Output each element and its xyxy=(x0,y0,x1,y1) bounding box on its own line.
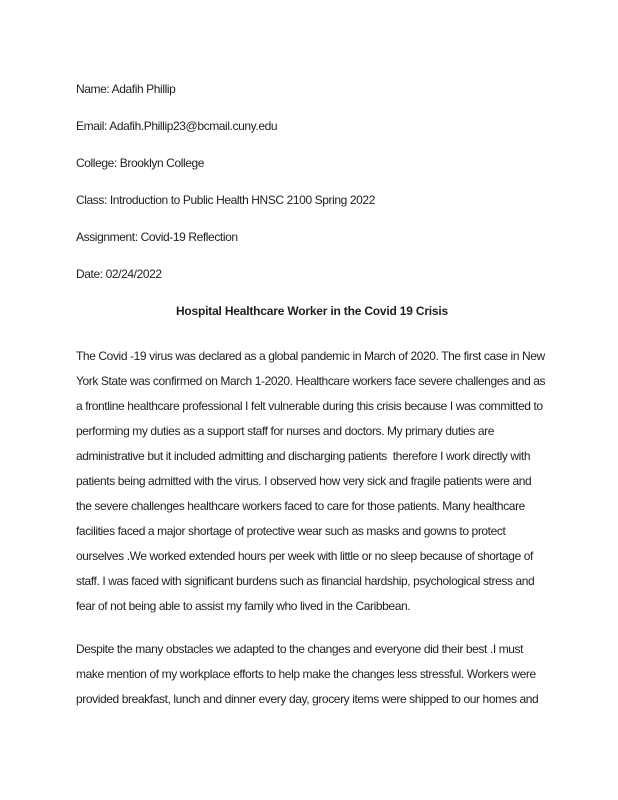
document-content xyxy=(76,77,548,712)
doc-class-line: Class: Introduction to Public Health HNSC 2100 Spring 2022 xyxy=(76,193,375,207)
paragraph-line: administrative but it included admitting and discharging patients therefore I work directly with xyxy=(76,449,531,463)
doc-date-line: Date: 02/24/2022 xyxy=(76,267,162,281)
paragraph-line: make mention of my workplace efforts to help make the changes less stressful. Workers were xyxy=(76,667,536,681)
paragraph-line: the severe challenges healthcare workers faced to care for those patients. Many healthcare xyxy=(76,499,525,513)
paragraph-line: Despite the many obstacles we adapted to the changes and everyone did their best .I must xyxy=(76,642,524,656)
paragraph-line: York State was confirmed on March 1-2020. Healthcare workers face severe challenges and as xyxy=(76,374,546,388)
doc-assignment-line: Assignment: Covid-19 Reflection xyxy=(76,230,238,244)
paragraph-line: a frontline healthcare professional I felt vulnerable during this crisis because I was committed to xyxy=(76,399,543,413)
paragraph-1 xyxy=(76,344,548,619)
paragraph-line: ourselves .We worked extended hours per week with little or no sleep because of shortage of xyxy=(76,549,533,563)
paragraph-line: performing my duties as a support staff for nurses and doctors. My primary duties are xyxy=(76,424,494,438)
document-title: Hospital Healthcare Worker in the Covid 19 Crisis xyxy=(175,304,449,318)
paragraph-line: facilities faced a major shortage of protective wear such as masks and gowns to protect xyxy=(76,524,506,538)
doc-name-line: Name: Adafih Phillip xyxy=(76,82,176,96)
paragraph-line: fear of not being able to assist my family who lived in the Caribbean. xyxy=(76,599,411,613)
paragraph-line: provided breakfast, lunch and dinner every day, grocery items were shipped to our homes and xyxy=(76,692,539,706)
paragraph-line: staff. I was faced with significant burdens such as financial hardship, psychological stress and xyxy=(76,574,535,588)
paragraph-line: The Covid -19 virus was declared as a global pandemic in March of 2020. The first case in New xyxy=(76,349,545,363)
doc-college-line: College: Brooklyn College xyxy=(76,156,205,170)
doc-email-line: Email: Adafih.Phillip23@bcmail.cuny.edu xyxy=(76,119,278,133)
paragraph-2 xyxy=(76,637,548,712)
paragraph-line: patients being admitted with the virus. I observed how very sick and fragile patients were and xyxy=(76,474,532,488)
